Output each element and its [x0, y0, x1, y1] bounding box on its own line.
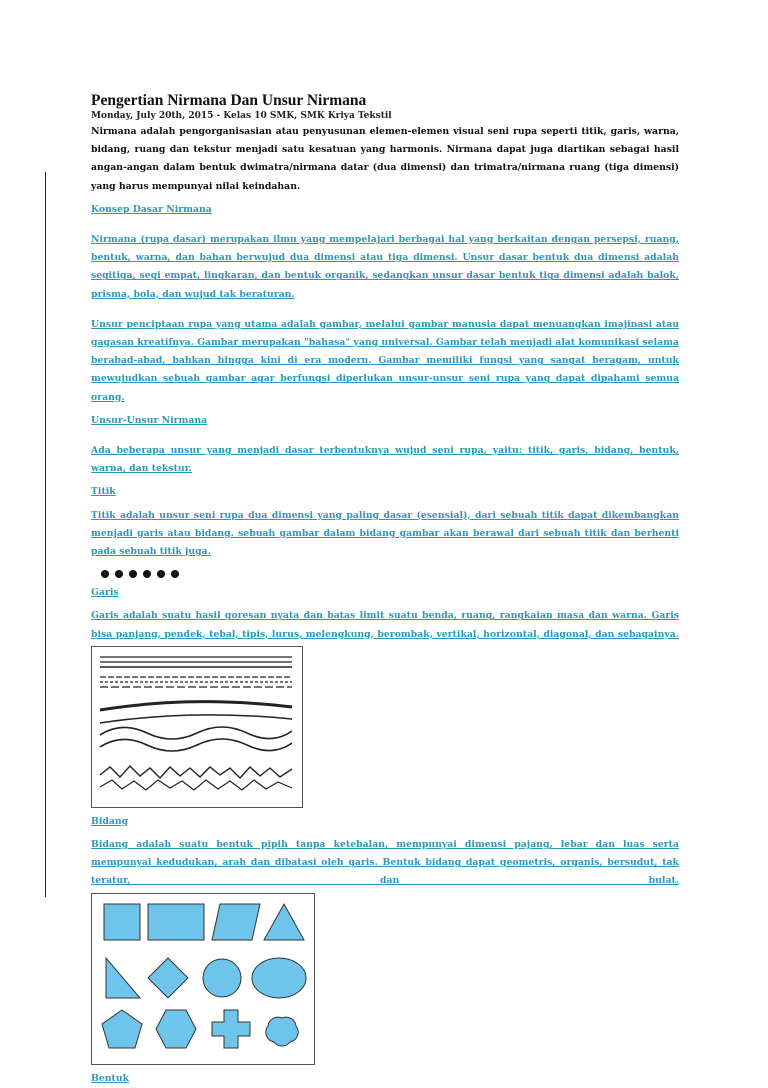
garis-heading[interactable]: Garis	[91, 587, 119, 599]
bentuk-heading[interactable]: Bentuk	[91, 1072, 130, 1084]
dot	[115, 570, 123, 578]
dot	[171, 570, 179, 578]
square-shape	[104, 904, 140, 940]
rectangle-shape	[148, 904, 204, 940]
dot	[101, 570, 109, 578]
left-margin-line	[45, 172, 46, 897]
circle-shape	[203, 959, 241, 997]
hexagon-shape	[156, 1010, 196, 1048]
garis-lines-illustration	[91, 646, 303, 808]
konsep-heading[interactable]: Konsep Dasar Nirmana	[91, 203, 212, 215]
bidang-paragraph[interactable]: Bidang adalah suatu bentuk pipih tanpa ketebalan, mempunyai dimensi pajang, lebar dan luas serta mempunyai kedudukan, arah dan dibatasi oleh garis. Bentuk bidang dapat geometris, organis, bersudut, tak teratur, dan bulat.	[91, 839, 679, 887]
article-title: Pengertian Nirmana Dan Unsur Nirmana	[91, 92, 367, 109]
dot	[157, 570, 165, 578]
pentagon-shape	[102, 1010, 142, 1048]
unsur-paragraph[interactable]: Ada beberapa unsur yang menjadi dasar terbentuknya wujud seni rupa, yaitu: titik, garis, bidang, bentuk, warna, dan tekstur.	[91, 445, 679, 475]
cross-shape	[212, 1010, 250, 1048]
quatrefoil-shape	[266, 1017, 298, 1046]
article-meta: Monday, July 20th, 2015 - Kelas 10 SMK, SMK Kriya Tekstil	[91, 111, 392, 121]
diamond-shape	[148, 958, 188, 998]
ellipse-shape	[252, 958, 306, 998]
bidang-heading[interactable]: Bidang	[91, 815, 129, 827]
unsur-heading[interactable]: Unsur-Unsur Nirmana	[91, 414, 208, 426]
konsep-paragraph-1[interactable]: Nirmana (rupa dasar) merupakan ilmu yang mempelajari berbagai hal yang berkaitan dengan persepsi, ruang, bentuk, warna, dan bahan berwujud dua dimensi atau tiga dimensi. Unsur dasar bentuk dua dimensi adalah segitiga, segi empat, lingkaran, dan bentuk organik, sedangkan unsur dasar bentuk tiga dimensi adalah balok, prisma, bola, dan wujud tak beraturan.	[91, 234, 679, 300]
triangle-shape	[264, 904, 304, 940]
titik-paragraph[interactable]: Titik adalah unsur seni rupa dua dimensi yang paling dasar (esensial), dari sebuah titik dapat dikembangkan menjadi garis atau bidang. sebuah gambar dalam bidang gambar akan berawal dari sebuah titik dan berhenti pada sebuah titik juga.	[91, 509, 679, 558]
parallelogram-shape	[212, 904, 260, 940]
konsep-paragraph-2[interactable]: Unsur penciptaan rupa yang utama adalah gambar, melalui gambar manusia dapat menuangkan imajinasi atau gagasan kreatifnya. Gambar merupakan "bahasa" yang universal. Gambar telah menjadi alat komunikasi selama berabad-abad, bahkan hingga kini di era modern. Gambar memiliki fungsi yang sangat beragam, untuk mewujudkan sebuah gambar agar berfungsi diperlukan unsur-unsur seni rupa yang dapat dipahami semua orang.	[91, 318, 679, 403]
garis-paragraph[interactable]: Garis adalah suatu hasil goresan nyata dan batas limit suatu benda, ruang, rangkaian masa dan warna. Garis bisa panjang, pendek, tebal, tipis, lurus, melengkung, berombak, vertikal, horizontal, diagonal, dan sebagainya.	[91, 610, 679, 640]
titik-dots-illustration	[101, 570, 679, 578]
dot	[129, 570, 137, 578]
dot	[143, 570, 151, 578]
article	[91, 92, 679, 1088]
bidang-shapes-illustration	[91, 893, 315, 1065]
right-triangle-shape	[106, 958, 140, 998]
titik-heading[interactable]: Titik	[91, 486, 116, 498]
intro-paragraph: Nirmana adalah pengorganisasian atau penyusunan elemen-elemen visual seni rupa seperti titik, garis, warna, bidang, ruang dan tekstur menjadi satu kesatuan yang harmonis. Nirmana dapat juga diartikan sebagai hasil angan-angan dalam bentuk dwimatra/nirmana datar (dua dimensi) dan trimatra/nirmana ruang (tiga dimensi) yang harus mempunyai nilai keindahan.	[91, 126, 679, 192]
